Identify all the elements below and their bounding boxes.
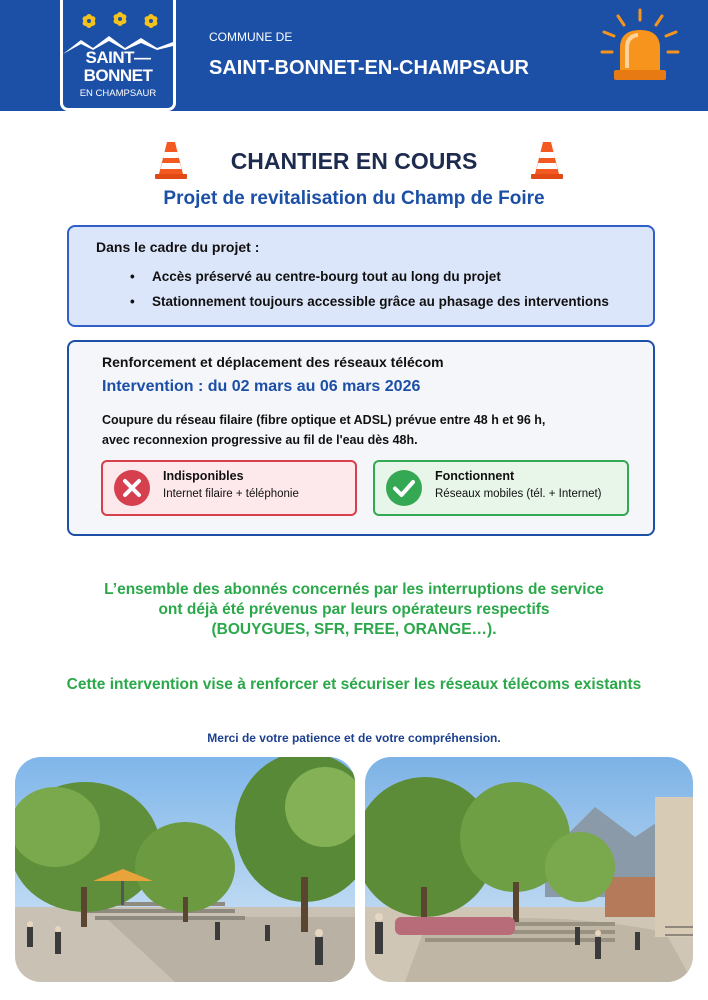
list-item: • Accès préservé au centre-bourg tout au long du projet [96, 264, 609, 289]
unavailable-label: Indisponibles [163, 469, 244, 483]
commune-logo [60, 0, 176, 111]
flower-icon [75, 6, 165, 36]
unavailable-detail: Internet filaire + téléphonie [163, 488, 299, 500]
header-banner [0, 0, 708, 111]
intervention-description [102, 410, 545, 450]
commune-name: SAINT-BONNET-EN-CHAMPSAUR [209, 57, 529, 79]
list-item: • Stationnement toujours accessible grâce au phasage des interventions [96, 289, 609, 314]
subscribers-notice [0, 580, 708, 640]
notice-line: L’ensemble des abonnés concernés par les interruptions de service [104, 581, 604, 598]
description-line: avec reconnexion progressive au fil de l'eau dès 48h. [102, 433, 418, 447]
purpose-notice: Cette intervention vise à renforcer et sécuriser les réseaux télécoms existants [66, 676, 642, 693]
commune-label: COMMUNE DE [209, 30, 293, 44]
traffic-cone-icon [529, 140, 565, 180]
unavailable-status-card [101, 460, 357, 516]
warning-beacon-icon [600, 8, 680, 88]
title-row [0, 140, 708, 180]
project-list [96, 264, 609, 314]
page-title: CHANTIER EN COURS [230, 148, 478, 174]
working-detail: Réseaux mobiles (tél. + Internet) [435, 488, 602, 500]
check-icon [386, 470, 422, 506]
logo-line2: BONNET [83, 66, 153, 85]
working-status-card [373, 460, 629, 516]
intervention-box [67, 340, 655, 536]
intervention-dates: Intervention : du 02 mars au 06 mars 2026 [102, 378, 421, 395]
cross-icon [114, 470, 150, 506]
project-info-box [67, 225, 655, 327]
notice-line: (BOUYGUES, SFR, FREE, ORANGE…). [211, 621, 497, 638]
thanks-message: Merci de votre patience et de votre compréhension. [207, 731, 501, 745]
intervention-heading: Renforcement et déplacement des réseaux télécom [102, 354, 444, 370]
logo-line1: SAINT— [85, 48, 151, 67]
logo-line3: EN CHAMPSAUR [79, 88, 157, 99]
project-rendering-image [15, 757, 355, 982]
notice-line: ont déjà été prévenus par leurs opérateurs respectifs [158, 601, 550, 618]
project-heading: Dans le cadre du projet : [96, 239, 260, 255]
page-subtitle: Projet de revitalisation du Champ de Foire [163, 188, 545, 209]
project-rendering-image [365, 757, 693, 982]
description-line: Coupure du réseau filaire (fibre optique et ADSL) prévue entre 48 h et 96 h, [102, 413, 546, 427]
working-label: Fonctionnent [435, 469, 515, 483]
